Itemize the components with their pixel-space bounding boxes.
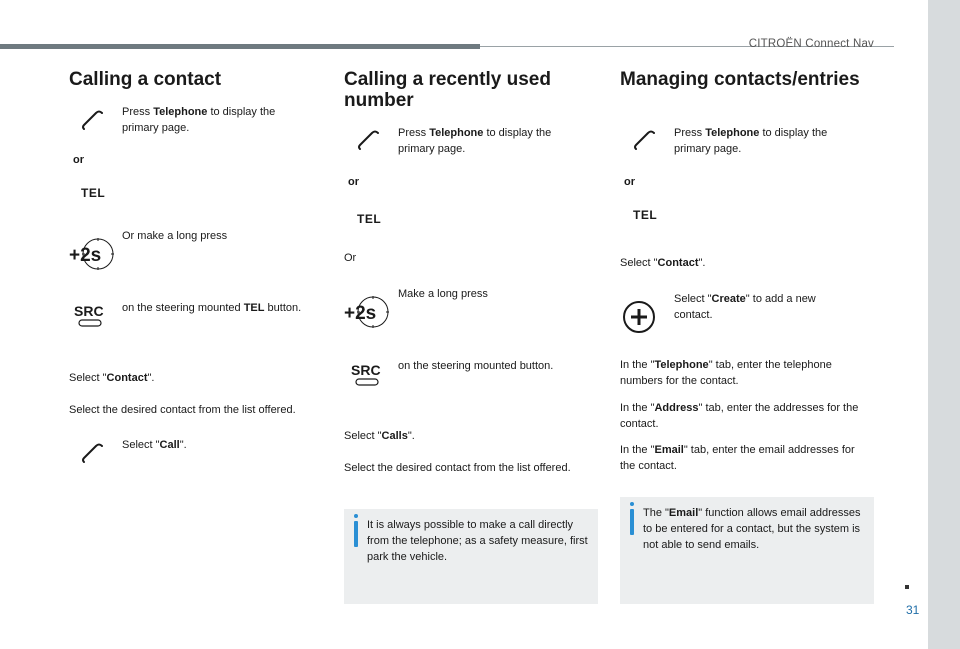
svg-text:SRC: SRC — [74, 303, 104, 319]
info-note-email — [620, 497, 874, 604]
col3-step-press-telephone: Press Telephone to display the primary page. — [674, 127, 828, 155]
page-marker — [905, 585, 909, 589]
col3-email-tab-text: In the "Email" tab, enter the email addresses for the contact. — [620, 444, 855, 472]
info-icon — [630, 509, 634, 535]
page-number: 31 — [906, 603, 920, 617]
svg-text:SRC: SRC — [351, 362, 381, 378]
col2-select-from-list: Select the desired contact from the list offered. — [344, 462, 571, 474]
tel-button-label: TEL — [357, 212, 382, 226]
plus-create-icon — [622, 300, 656, 334]
steering-src-button-icon — [350, 362, 384, 388]
tel-button-label: TEL — [633, 208, 658, 222]
touch-press-icon — [356, 127, 382, 153]
or-label: or — [624, 176, 635, 188]
section-title-calling-contact: Calling a contact — [69, 69, 222, 90]
brand-label: CITROËN Connect Nav — [748, 38, 874, 50]
or-label: or — [348, 176, 359, 188]
info-icon-dot — [354, 514, 358, 518]
header-rule-dark — [0, 44, 480, 49]
touch-press-icon — [80, 440, 106, 466]
tel-button-label: TEL — [81, 186, 106, 200]
col1-select-contact: Select "Contact". — [69, 372, 155, 384]
col1-step-press-telephone: Press Telephone to display the primary page. — [122, 106, 276, 134]
info-note-safety — [344, 509, 598, 604]
long-press-2s-icon — [343, 292, 389, 332]
col1-select-call: Select "Call". — [122, 439, 187, 451]
col2-select-calls: Select "Calls". — [344, 430, 415, 442]
col3-telephone-tab-text: In the "Telephone" tab, enter the telephone numbers for the contact. — [620, 359, 832, 387]
col3-select-create: Select "Create" to add a new contact. — [674, 293, 816, 321]
col2-step-press-telephone: Press Telephone to display the primary page. — [398, 127, 552, 155]
info-icon — [354, 521, 358, 547]
col2-or-text: Or — [344, 252, 357, 264]
col2-long-press-text: Make a long press — [398, 288, 488, 300]
info-icon-dot — [630, 502, 634, 506]
page-edge-strip — [928, 0, 960, 649]
col1-select-from-list: Select the desired contact from the list offered. — [69, 404, 296, 416]
info-note-text: It is always possible to make a call directly from the telephone; as a safety measure, first park the vehicle. — [367, 519, 588, 563]
col3-select-contact: Select "Contact". — [620, 257, 706, 269]
svg-text:+2s: +2s — [344, 303, 377, 324]
section-title-managing-contacts: Managing contacts/entries — [620, 69, 860, 90]
steering-src-button-icon — [73, 303, 107, 329]
col2-steering-text: on the steering mounted button. — [398, 360, 554, 372]
col1-long-press-text: Or make a long press — [122, 230, 228, 242]
col3-address-tab-text: In the "Address" tab, enter the addresses for the contact. — [620, 402, 859, 430]
svg-text:+2s: +2s — [69, 245, 102, 266]
col1-steering-text: on the steering mounted TEL button. — [122, 302, 302, 314]
or-label: or — [73, 154, 84, 166]
touch-press-icon — [632, 127, 658, 153]
touch-press-icon — [80, 107, 106, 133]
info-note-text: The "Email" function allows email addresses to be entered for a contact, but the system is not able to send emails. — [643, 507, 861, 551]
section-title-recent-number: Calling a recently used number — [344, 69, 551, 111]
long-press-2s-icon — [68, 234, 114, 274]
